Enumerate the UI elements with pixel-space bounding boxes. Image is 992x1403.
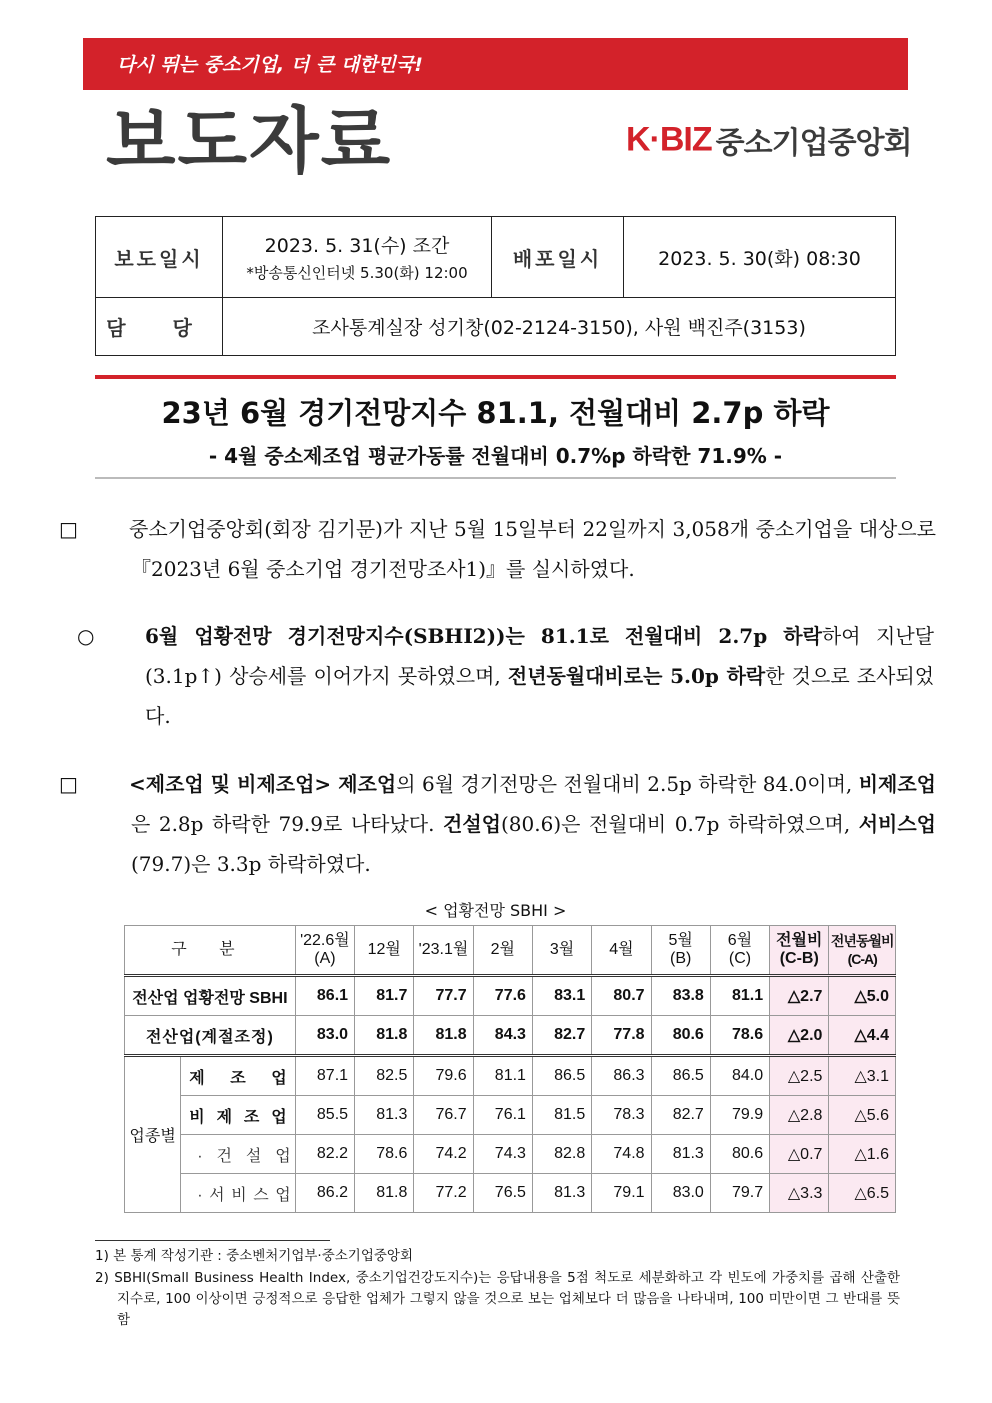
paragraph-text: 중소기업중앙회(회장 김기문)가 지난 5월 15일부터 22일까지 3,058개 중소기업을 대상으로『2023년 6월 중소기업 경기전망조사1)』를 실시하였다. [129, 517, 936, 581]
release-date-cell [223, 217, 492, 298]
value-cell: 78.6 [355, 1135, 414, 1174]
paragraph-survey-intro [59, 509, 936, 589]
table-row [125, 1096, 896, 1135]
table-row [125, 1056, 896, 1096]
header-col [592, 926, 651, 976]
value-cell: 76.7 [414, 1096, 473, 1135]
contact-value: 조사통계실장 성기창(02-2124-3150), 사원 백진주(3153) [223, 298, 896, 356]
logo-org-name: 중소기업중앙회 [715, 126, 912, 161]
paragraph-text: 의 6월 경기전망은 전월대비 2.5p 하락한 84.0이며, [396, 772, 859, 796]
change-cell: △5.0 [829, 976, 896, 1016]
header-col-sub: (C-B) [779, 950, 819, 967]
table-header-row [125, 926, 896, 976]
header-col-mom [770, 926, 829, 976]
change-cell: △1.6 [829, 1135, 896, 1174]
sbhi-table [124, 925, 896, 1213]
change-cell: △6.5 [829, 1174, 896, 1213]
value-cell: 83.0 [295, 1016, 354, 1056]
paragraph-text: 하여 지난달(3.1p↑) 상승세를 이어가지 못하였으며, [145, 624, 934, 688]
change-cell: △2.0 [770, 1016, 829, 1056]
value-cell: 82.5 [355, 1056, 414, 1096]
contact-label: 담 당 [96, 298, 223, 356]
value-cell: 80.6 [651, 1016, 710, 1056]
distribution-date-label: 배포일시 [492, 217, 624, 298]
header-col-label: 전년동월비 [830, 933, 894, 949]
value-cell: 79.6 [414, 1056, 473, 1096]
value-cell: 74.3 [473, 1135, 532, 1174]
header-col-label: 12월 [367, 941, 401, 958]
value-cell: 77.8 [592, 1016, 651, 1056]
value-cell: 81.3 [532, 1174, 591, 1213]
release-date-value: 2023. 5. 31(수) 조간 [264, 235, 450, 257]
paragraph-industry-summary [59, 764, 936, 884]
change-cell: △0.7 [770, 1135, 829, 1174]
headline-divider-red [95, 375, 896, 379]
value-cell: 81.3 [355, 1096, 414, 1135]
row-label: 전산업(계절조정) [125, 1016, 296, 1056]
header-col-label: '23.1월 [418, 941, 469, 958]
paragraph-text: (79.7)은 3.3p 하락하였다. [131, 852, 371, 876]
headline-divider-gray [95, 477, 896, 479]
value-cell: 86.5 [532, 1056, 591, 1096]
subheadline: - 4월 중소제조업 평균가동률 전월대비 0.7%p 하락한 71.9% - [208, 444, 783, 468]
group-label-industry: 업종별 [125, 1056, 181, 1213]
header-col-sub: (A) [314, 950, 336, 967]
value-cell: 81.7 [355, 976, 414, 1016]
header-col [651, 926, 710, 976]
value-cell: 86.3 [592, 1056, 651, 1096]
value-cell: 82.8 [532, 1135, 591, 1174]
header-col [473, 926, 532, 976]
square-bullet: □ [59, 772, 78, 796]
header-col-sub: (B) [670, 950, 692, 967]
change-cell: △3.3 [770, 1174, 829, 1213]
row-label: · 서 비 스 업 [181, 1174, 296, 1213]
value-cell: 76.5 [473, 1174, 532, 1213]
emphasis-text: 서비스업 [858, 812, 936, 836]
header-col-label: 2월 [490, 941, 515, 958]
value-cell: 81.1 [473, 1056, 532, 1096]
header-col [355, 926, 414, 976]
change-cell: △2.7 [770, 976, 829, 1016]
change-cell: △3.1 [829, 1056, 896, 1096]
value-cell: 81.8 [414, 1016, 473, 1056]
value-cell: 81.3 [651, 1135, 710, 1174]
value-cell: 86.5 [651, 1056, 710, 1096]
header-category: 구 분 [125, 926, 296, 976]
header-col [532, 926, 591, 976]
distribution-date-value: 2023. 5. 30(화) 08:30 [624, 217, 896, 298]
footnote-divider [95, 1240, 330, 1241]
emphasis-text: 건설업 [443, 812, 501, 836]
change-cell: △5.6 [829, 1096, 896, 1135]
value-cell: 83.8 [651, 976, 710, 1016]
header-col-label: '22.6월 [300, 932, 350, 949]
row-label: · 건 설 업 [181, 1135, 296, 1174]
header-col-sub: (C) [728, 950, 752, 967]
top-banner [83, 38, 908, 90]
value-cell: 85.5 [295, 1096, 354, 1135]
release-date-label: 보도일시 [96, 217, 223, 298]
footnote-2: 2) SBHI(Small Business Health Index, 중소기업건강도지수)는 응답내용을 5점 척도로 세분화하고 각 빈도에 가중치를 곱해 산출한 지수로, 100 이상이면 긍정적으로 응답한 업체가 그렇지 않을 것으로 보는 업체보다 더 많음을 나타내며, 100 미만이면 그 반대를 뜻함 [95, 1270, 900, 1328]
value-cell: 76.1 [473, 1096, 532, 1135]
header-col-label: 전월비 [776, 932, 823, 949]
value-cell: 77.2 [414, 1174, 473, 1213]
value-cell: 81.1 [710, 976, 769, 1016]
header-col-label: 3월 [549, 941, 575, 958]
square-bullet: □ [59, 517, 78, 541]
value-cell: 84.3 [473, 1016, 532, 1056]
header-col-label: 6월 [727, 932, 753, 949]
value-cell: 86.1 [295, 976, 354, 1016]
header-col [295, 926, 354, 976]
value-cell: 82.7 [651, 1096, 710, 1135]
value-cell: 80.7 [592, 976, 651, 1016]
value-cell: 77.6 [473, 976, 532, 1016]
value-cell: 84.0 [710, 1056, 769, 1096]
table-row [125, 1174, 896, 1213]
header-col-label: 5월 [668, 932, 693, 949]
circle-bullet: ○ [77, 624, 95, 648]
value-cell: 78.6 [710, 1016, 769, 1056]
value-cell: 81.8 [355, 1016, 414, 1056]
document-title: 보도자료 [106, 99, 393, 183]
emphasis-text: 6월 업황전망 경기전망지수(SBHI2))는 81.1로 전월대비 2.7p 하락 [145, 624, 822, 648]
emphasis-text: 비제조업 [858, 772, 936, 796]
paragraph-sbhi-summary [77, 616, 935, 736]
kbiz-logo [626, 118, 912, 161]
value-cell: 74.2 [414, 1135, 473, 1174]
table-row [125, 1016, 896, 1056]
table-caption: < 업황전망 SBHI > [424, 901, 567, 920]
footnote-1: 1) 본 통계 작성기관 : 중소벤처기업부·중소기업중앙회 [95, 1248, 414, 1264]
emphasis-text: 전년동월대비로는 5.0p 하락 [507, 664, 766, 688]
paragraph-text: 한 것으로 조사되었다. [145, 664, 935, 728]
value-cell: 77.7 [414, 976, 473, 1016]
value-cell: 81.5 [532, 1096, 591, 1135]
change-cell: △4.4 [829, 1016, 896, 1056]
header-col [414, 926, 473, 976]
header-col-label: 4월 [609, 941, 634, 958]
logo-mark: K·BIZ [626, 120, 712, 159]
emphasis-text: <제조업 및 비제조업> 제조업 [129, 772, 397, 796]
header-col-yoy [829, 926, 896, 976]
table-row [125, 1135, 896, 1174]
change-cell: △2.8 [770, 1096, 829, 1135]
value-cell: 79.9 [710, 1096, 769, 1135]
value-cell: 80.6 [710, 1135, 769, 1174]
row-label: 비 제 조 업 [181, 1096, 296, 1135]
header-col [710, 926, 769, 976]
banner-slogan: 다시 뛰는 중소기업, 더 큰 대한민국! [117, 54, 423, 76]
value-cell: 83.1 [532, 976, 591, 1016]
value-cell: 83.0 [651, 1174, 710, 1213]
value-cell: 87.1 [295, 1056, 354, 1096]
value-cell: 79.1 [592, 1174, 651, 1213]
table-row [125, 976, 896, 1016]
value-cell: 82.7 [532, 1016, 591, 1056]
row-label: 전산업 업황전망 SBHI [125, 976, 296, 1016]
release-date-note: *방송통신인터넷 5.30(화) 12:00 [246, 264, 468, 282]
headline: 23년 6월 경기전망지수 81.1, 전월대비 2.7p 하락 [161, 396, 830, 430]
value-cell: 82.2 [295, 1135, 354, 1174]
change-cell: △2.5 [770, 1056, 829, 1096]
row-label: 제 조 업 [181, 1056, 296, 1096]
value-cell: 78.3 [592, 1096, 651, 1135]
value-cell: 74.8 [592, 1135, 651, 1174]
paragraph-text: 은 2.8p 하락한 79.9로 나타났다. [131, 812, 444, 836]
value-cell: 79.7 [710, 1174, 769, 1213]
release-info-table [95, 216, 896, 356]
value-cell: 86.2 [295, 1174, 354, 1213]
header-col-sub: (C-A) [847, 951, 877, 967]
paragraph-text: (80.6)은 전월대비 0.7p 하락하였으며, [500, 812, 859, 836]
value-cell: 81.8 [355, 1174, 414, 1213]
